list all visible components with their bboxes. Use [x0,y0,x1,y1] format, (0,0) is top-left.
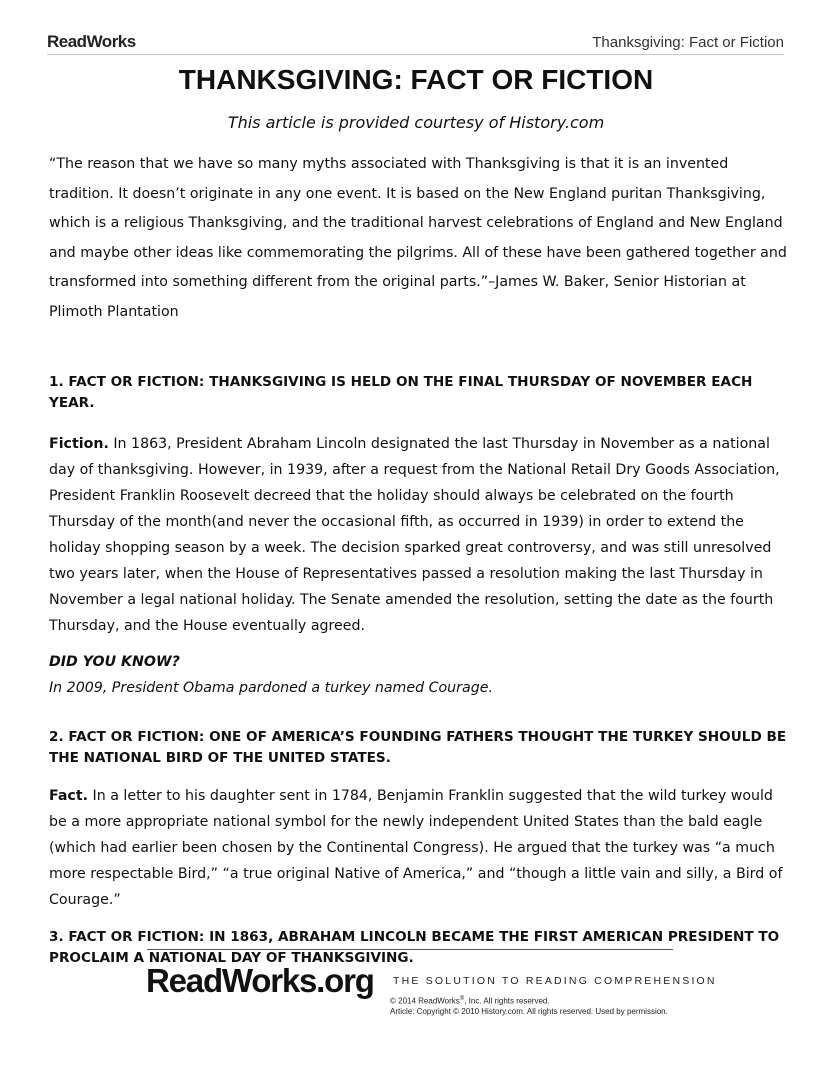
section-2-verdict: Fact. [49,787,89,804]
header-doc-title: Thanksgiving: Fact or Fiction [592,34,784,51]
footer-article-copyright: Article: Copyright © 2010 History.com. All rights reserved. Used by permission. [390,1007,668,1016]
section-1-verdict: Fiction. [49,435,109,452]
section-1-heading: 1. FACT OR FICTION: THANKSGIVING IS HELD ON THE FINAL THURSDAY OF NOVEMBER EACH YEAR. [49,373,753,411]
copyright-prefix: © 2014 ReadWorks [390,996,460,1006]
section-1-body [49,431,789,639]
registered-mark: ® [459,996,465,1002]
page-title: THANKSGIVING: FACT OR FICTION [178,64,654,95]
footer-tagline: THE SOLUTION TO READING COMPREHENSION [393,975,717,987]
copyright-suffix: , Inc. All rights reserved. [464,996,550,1006]
section-1-text: In 1863, President Abraham Lincoln designated the last Thursday in November as a national day of thanksgiving. However, in 1939, after a request from the National Retail Dry Goods Association, President Franklin Roosevelt decreed that the holiday should always be celebrated on the fourth Thursday of the month(and never the occasional fifth, as occurred in 1939) in order to extend the holiday shopping season by a week. The decision sparked great controversy, and was still unresolved two years later, when the House of Representatives passed a resolution making the last Thursday in November a legal national holiday. The Senate amended the resolution, setting the date as the fourth Thursday, and the House eventually agreed. [49,435,780,634]
section-2-heading: 2. FACT OR FICTION: ONE OF AMERICA’S FOUNDING FATHERS THOUGHT THE TURKEY SHOULD BE THE NATIONAL BIRD OF THE UNITED STATES. [49,728,787,766]
article-body [49,150,789,969]
header-divider [47,54,784,55]
section-2-body [49,783,789,913]
intro-quote: “The reason that we have so many myths associated with Thanksgiving is that it is an invented tradition. It doesn’t originate in any one event. It is based on the New England puritan Thanksgiving, which is a religious Thanksgiving, and the traditional harvest celebrations of England and New England and maybe other ideas like commemorating the pilgrims. All of these have been gathered together and transformed into something different from the original parts.”–James W. Baker, Senior Historian at Plimoth Plantation [49,156,787,320]
page-subtitle: This article is provided courtesy of History.com [227,113,605,132]
header-logo: ReadWorks [47,32,136,51]
footer-logo: ReadWorks.org [146,962,374,999]
did-you-know-heading: DID YOU KNOW? [49,653,180,670]
section-3-heading: 3. FACT OR FICTION: IN 1863, ABRAHAM LINCOLN BECAME THE FIRST AMERICAN PRESIDENT TO PROCLAIM A NATIONAL DAY OF THANKSGIVING. [49,928,780,966]
footer-copyright [390,996,550,1006]
section-2-text: In a letter to his daughter sent in 1784, Benjamin Franklin suggested that the wild turkey would be a more appropriate national symbol for the newly independent United States than the bald eagle (which had earlier been chosen by the Continental Congress). He argued that the turkey was “a much more respectable Bird,” “a true original Native of America,” and “though a little vain and silly, a Bird of Courage.” [49,787,783,908]
footer-divider [147,949,673,950]
did-you-know-text: In 2009, President Obama pardoned a turkey named Courage. [49,679,493,696]
